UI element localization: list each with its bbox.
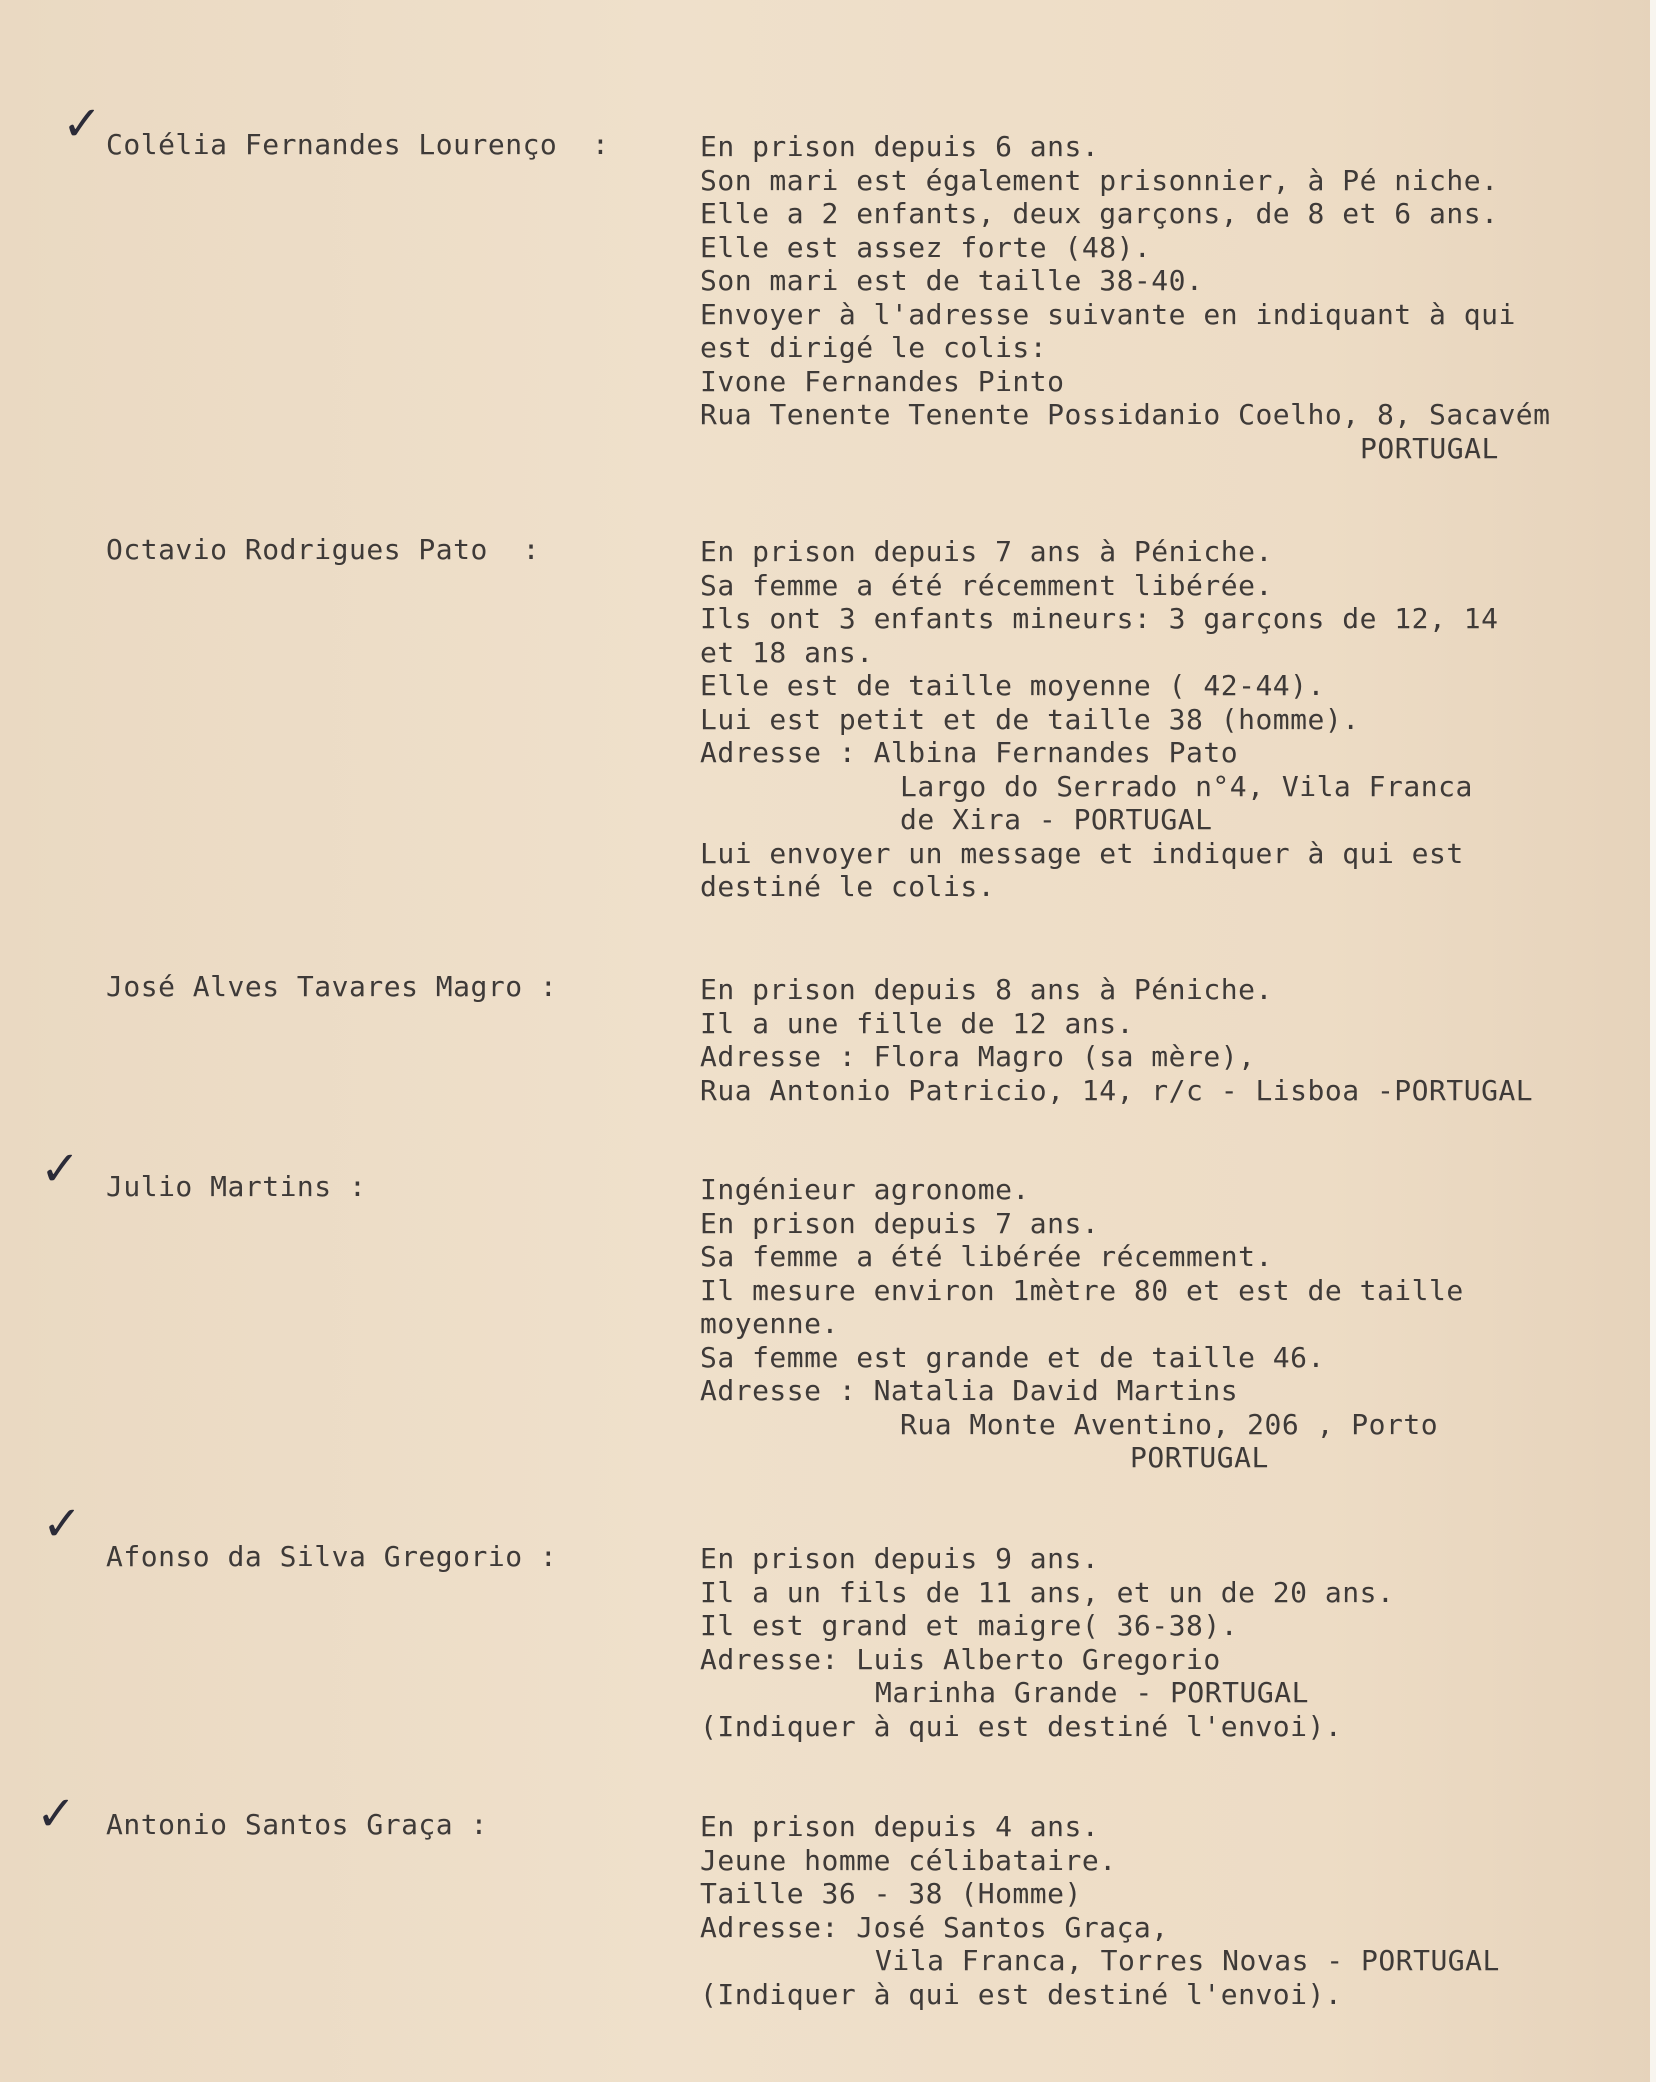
detail-line: En prison depuis 8 ans à Péniche.	[700, 973, 1273, 1006]
entry-name: Antonio Santos Graça :	[106, 1808, 488, 1841]
entry-details	[700, 1542, 1650, 1743]
detail-line: destiné le colis.	[700, 870, 996, 903]
detail-line: Sa femme a été libérée récemment.	[700, 1240, 1273, 1273]
detail-line: Envoyer à l'adresse suivante en indiquant à qui	[700, 297, 1516, 331]
checkmark-icon: ✓	[62, 96, 103, 152]
entry-details	[700, 973, 1650, 1107]
detail-line: et 18 ans.	[700, 635, 874, 669]
entry-details	[700, 130, 1650, 465]
detail-line: Marinha Grande - PORTUGAL	[875, 1676, 1309, 1709]
entry-details	[700, 1810, 1650, 2011]
detail-line: Ivone Fernandes Pinto	[700, 364, 1065, 398]
detail-line: Lui envoyer un message et indiquer à qui est	[700, 836, 1464, 870]
detail-line: En prison depuis 7 ans.	[700, 1206, 1100, 1240]
entry-name: Julio Martins :	[106, 1170, 367, 1203]
detail-line: Rua Monte Aventino, 206 , Porto	[900, 1407, 1439, 1441]
detail-line: En prison depuis 6 ans.	[700, 130, 1100, 163]
detail-line: Elle a 2 enfants, deux garçons, de 8 et 6 ans.	[700, 197, 1499, 230]
detail-line: Elle est assez forte (48).	[700, 230, 1152, 264]
detail-line: Adresse : Albina Fernandes Pato	[700, 736, 1239, 769]
detail-line: Il a un fils de 11 ans, et un de 20 ans.	[700, 1575, 1395, 1609]
checkmark-icon: ✓	[42, 1496, 83, 1552]
page-edge	[1650, 0, 1656, 2082]
detail-line: Son mari est également prisonnier, à Pé niche.	[700, 163, 1499, 197]
entry-name: Colélia Fernandes Lourenço :	[106, 128, 610, 161]
detail-line: Lui est petit et de taille 38 (homme).	[700, 702, 1360, 736]
detail-line: (Indiquer à qui est destiné l'envoi).	[700, 1709, 1343, 1743]
detail-line: Adresse: José Santos Graça,	[700, 1910, 1169, 1944]
detail-line: PORTUGAL	[1130, 1441, 1269, 1474]
detail-line: Adresse : Flora Magro (sa mère),	[700, 1040, 1256, 1073]
entry-name: Afonso da Silva Gregorio :	[106, 1540, 558, 1573]
detail-line: Sa femme est grande et de taille 46.	[700, 1340, 1325, 1374]
detail-line: Jeune homme célibataire.	[700, 1843, 1117, 1877]
detail-line: de Xira - PORTUGAL	[900, 803, 1213, 836]
detail-line: En prison depuis 9 ans.	[700, 1542, 1100, 1575]
detail-line: Adresse : Natalia David Martins	[700, 1374, 1239, 1407]
detail-line: Ils ont 3 enfants mineurs: 3 garçons de 12, 14	[700, 602, 1499, 635]
detail-line: Son mari est de taille 38-40.	[700, 264, 1204, 297]
detail-line: Il mesure environ 1mètre 80 et est de taille	[700, 1273, 1464, 1307]
detail-line: Il est grand et maigre( 36-38).	[700, 1609, 1239, 1642]
detail-line: Il a une fille de 12 ans.	[700, 1006, 1134, 1040]
detail-line: Elle est de taille moyenne ( 42-44).	[700, 669, 1325, 702]
detail-line: Vila Franca, Torres Novas - PORTUGAL	[875, 1944, 1500, 1977]
detail-line: Rua Tenente Tenente Possidanio Coelho, 8, Sacavém	[700, 398, 1551, 431]
detail-line: En prison depuis 4 ans.	[700, 1810, 1100, 1843]
detail-line: est dirigé le colis:	[700, 331, 1048, 364]
detail-line: Rua Antonio Patricio, 14, r/c - Lisboa -PORTUGAL	[700, 1073, 1534, 1107]
entry-name: Octavio Rodrigues Pato :	[106, 533, 540, 566]
checkmark-icon: ✓	[36, 1786, 77, 1842]
entry-details	[700, 1173, 1650, 1475]
detail-line: Adresse: Luis Alberto Gregorio	[700, 1642, 1221, 1676]
detail-line: moyenne.	[700, 1307, 839, 1340]
detail-line: Taille 36 - 38 (Homme)	[700, 1877, 1082, 1910]
entry-name: José Alves Tavares Magro :	[106, 970, 558, 1003]
detail-line: Sa femme a été récemment libérée.	[700, 568, 1273, 602]
detail-line: Largo do Serrado n°4, Vila Franca	[900, 769, 1473, 803]
detail-line: PORTUGAL	[1360, 431, 1499, 465]
detail-line: En prison depuis 7 ans à Péniche.	[700, 535, 1273, 568]
detail-line: (Indiquer à qui est destiné l'envoi).	[700, 1977, 1343, 2011]
entry-details	[700, 535, 1650, 904]
checkmark-icon: ✓	[40, 1141, 81, 1197]
detail-line: Ingénieur agronome.	[700, 1173, 1030, 1206]
